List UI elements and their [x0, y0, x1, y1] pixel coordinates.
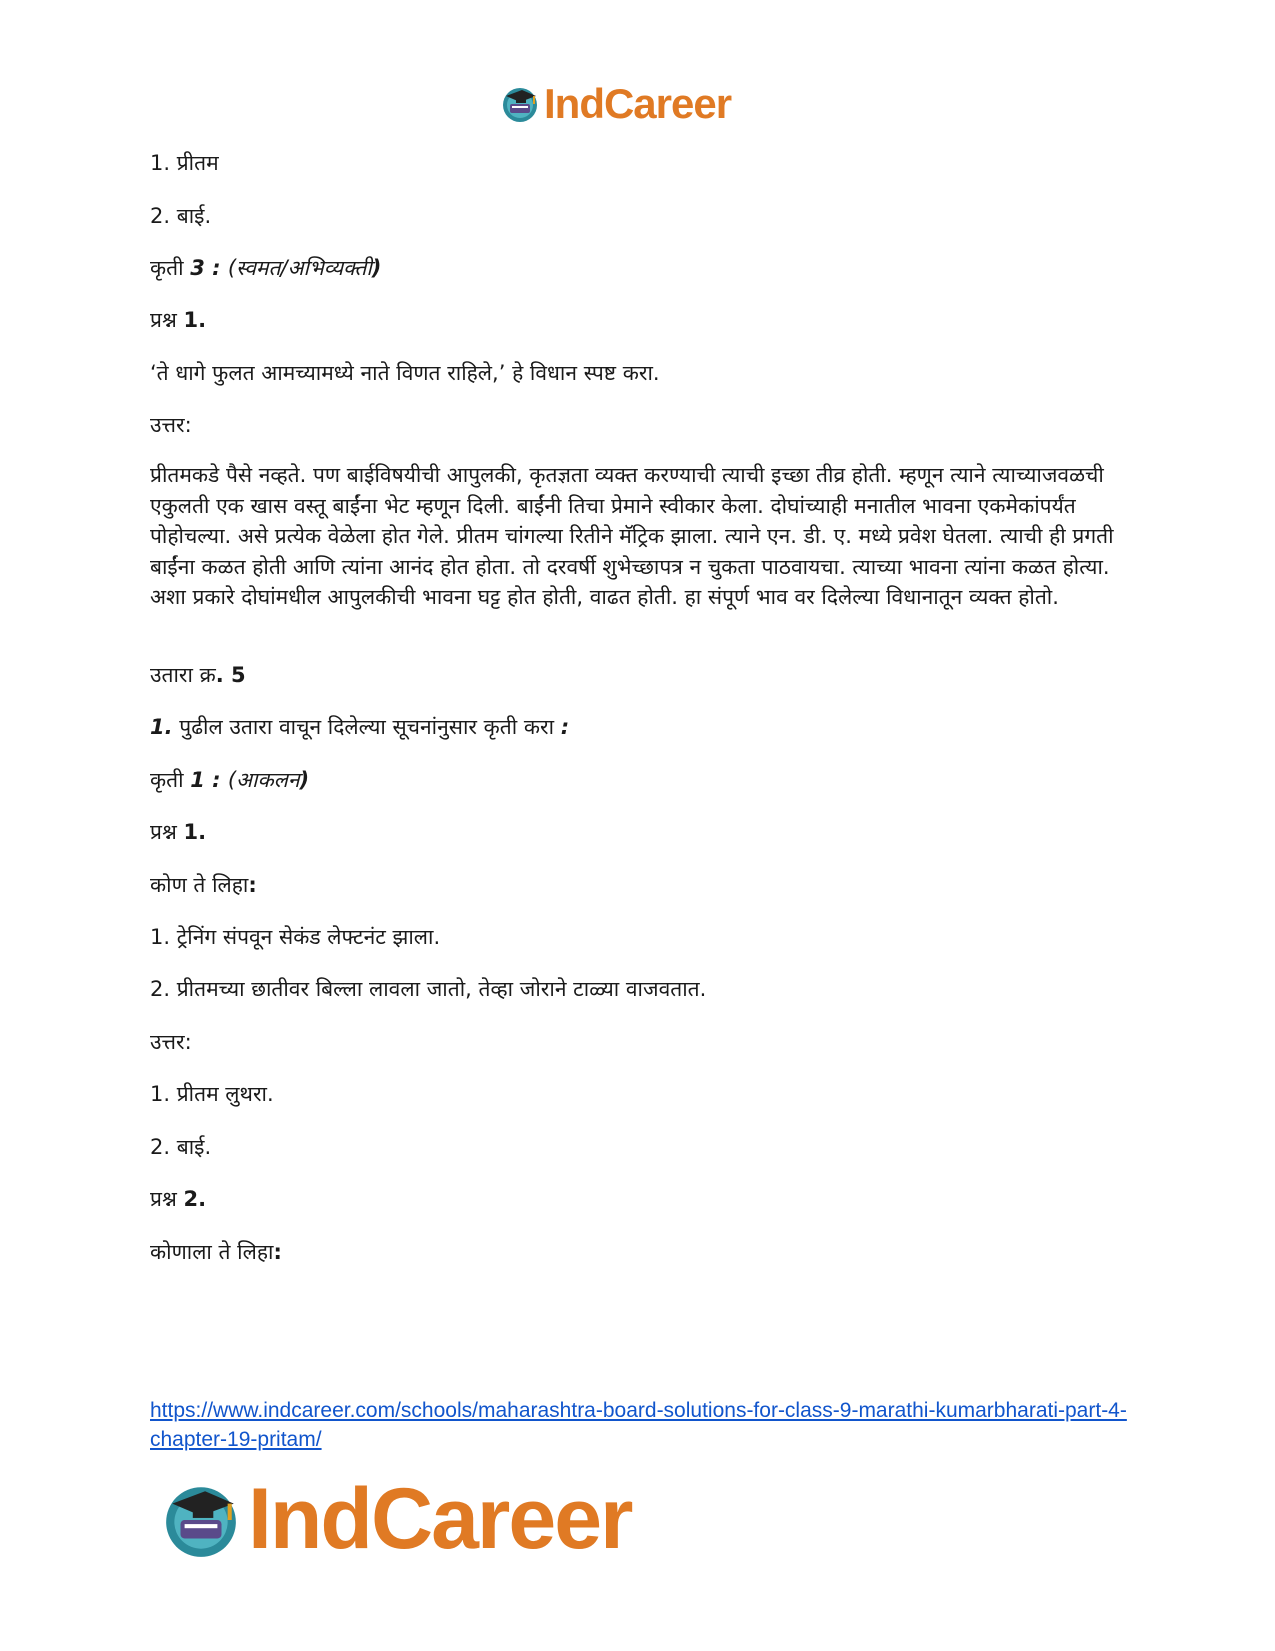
- instruction-text: 1. पुढील उतारा वाचून दिलेल्या सूचनांनुसार कृती करा :: [150, 715, 570, 739]
- header-logo: [500, 80, 731, 128]
- source-link[interactable]: https://www.indcareer.com/schools/maharashtra-board-solutions-for-class-9-marathi-kumarbharati-part-4-chapter-19-pritam/: [150, 1399, 1127, 1451]
- question-text: कोणाला ते लिहा:: [150, 1240, 282, 1264]
- question-text: कोण ते लिहा:: [150, 873, 257, 897]
- list-item: 1. प्रीतम: [150, 151, 219, 175]
- question-heading: प्रश्न 2.: [150, 1187, 207, 1211]
- graduation-cap-globe-icon: [500, 84, 540, 124]
- list-item: 1. ट्रेनिंग संपवून सेकंड लेफ्टनंट झाला.: [150, 925, 441, 949]
- activity-heading: कृती 3 : (स्वमत/अभिव्यक्ती): [150, 256, 382, 280]
- passage-heading: उतारा क्र. 5: [150, 663, 246, 687]
- graduation-cap-globe-icon: [160, 1479, 242, 1561]
- question-text: ‘ते धागे फुलत आमच्यामध्ये नाते विणत राहिले,’ हे विधान स्पष्ट करा.: [150, 361, 660, 385]
- answer-paragraph: प्रीतमकडे पैसे नव्हते. पण बाईविषयीची आपुलकी, कृतज्ञता व्यक्त करण्याची त्याची इच्छा तीव्र होती. म्हणून त्याने त्याच्याजवळची एकुलती एक खास वस्तू बाईंना भेट म्हणून दिली. बाईंनी तिचा प्रेमाने स्वीकार केला. दोघांच्याही मनातील भावना एकमेकांपर्यंत पोहोचल्या. असे प्रत्येक वेळेला होत गेले. प्रीतम चांगल्या रितीने मॅट्रिक झाला. त्याने एन. डी. ए. मध्ये प्रवेश घेतला. त्याची ही प्रगती बाईंना कळत होती आणि त्यांना आनंद होत होता. तो दरवर्षी शुभेच्छापत्र न चुकता पाठवायचा. त्याच्या भावना त्यांना कळत होत्या. अशा प्रकारे दोघांमधील आपुलकीची भावना घट्ट होत होती, वाढत होती. हा संपूर्ण भाव वर दिलेल्या विधानातून व्यक्त होतो.: [150, 463, 1114, 609]
- footer-logo: [160, 1470, 632, 1569]
- list-item: 2. बाई.: [150, 204, 212, 228]
- list-item: 2. बाई.: [150, 1135, 212, 1159]
- answer-label: उत्तर:: [150, 1030, 192, 1054]
- list-item: 2. प्रीतमच्या छातीवर बिल्ला लावला जातो, तेव्हा जोराने टाळ्या वाजवतात.: [150, 977, 707, 1001]
- question-heading: प्रश्न 1.: [150, 308, 207, 332]
- list-item: 1. प्रीतम लुथरा.: [150, 1082, 274, 1106]
- brand-name: IndCareer: [544, 80, 732, 127]
- activity-heading: कृती 1 : (आकलन): [150, 768, 310, 792]
- question-heading: प्रश्न 1.: [150, 820, 207, 844]
- brand-name: IndCareer: [248, 1471, 632, 1567]
- answer-label: उत्तर:: [150, 413, 192, 437]
